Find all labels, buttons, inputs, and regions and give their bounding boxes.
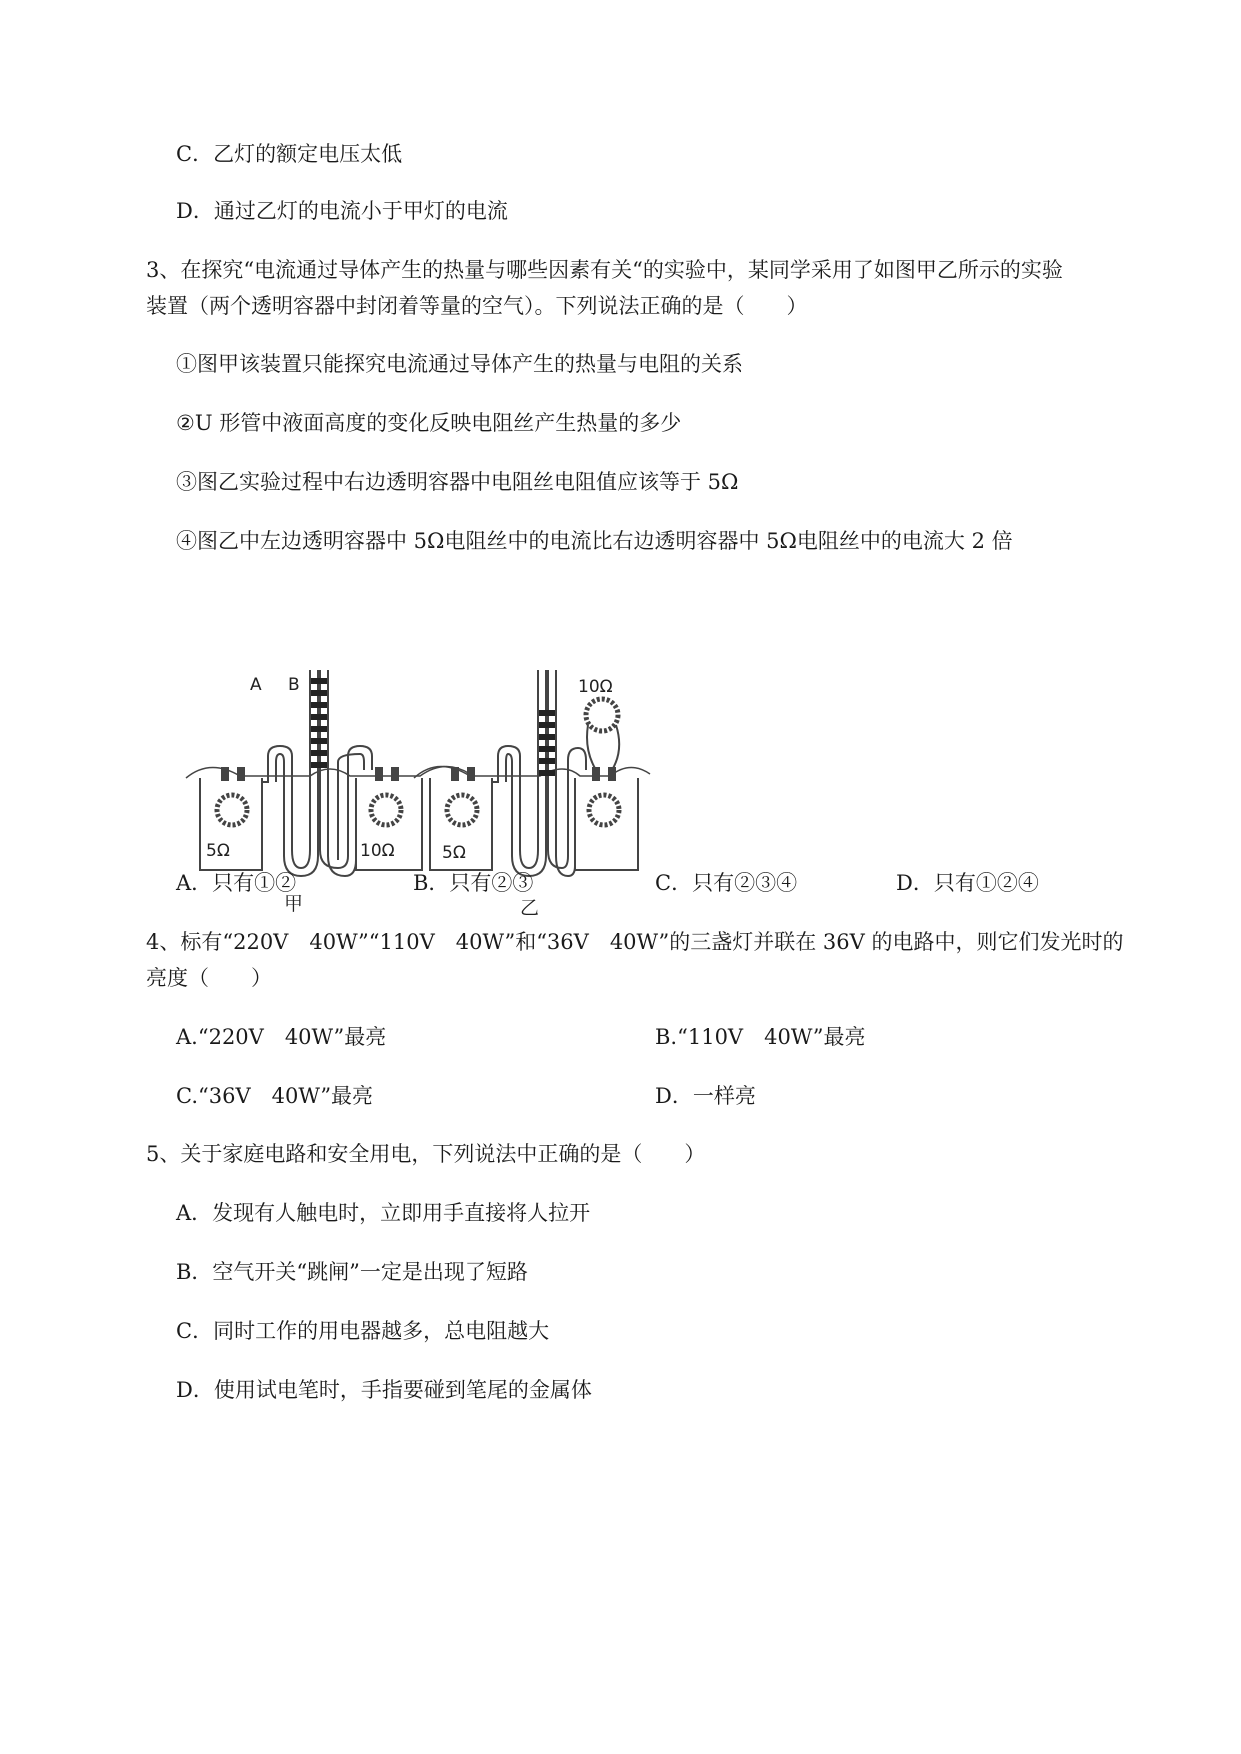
q3-statement-4: ④图乙中左边透明容器中 5Ω电阻丝中的电流比右边透明容器中 5Ω电阻丝中的电流大 2 倍 <box>176 529 1013 553</box>
q2-option-c: C．乙灯的额定电压太低 <box>176 142 403 166</box>
q4-stem-line1: 4、标有“220V 40W”“110V 40W”和“36V 40W”的三盏灯并联在 36V 的电路中，则它们发光时的 <box>146 930 1124 954</box>
q3-stem-line1: 3、在探究“电流通过导体产生的热量与哪些因素有关“的实验中，某同学采用了如图甲乙所示的实验 <box>146 258 1063 282</box>
q3-statement-2: ②U 形管中液面高度的变化反映电阻丝产生热量的多少 <box>176 411 682 435</box>
q3-option-d: D．只有①②④ <box>896 871 1039 895</box>
q4-option-d: D．一样亮 <box>655 1084 756 1108</box>
fig-jia-right-resistor: 10Ω <box>360 841 395 861</box>
q3-option-a: A．只有①② <box>176 871 297 895</box>
q5-option-a: A．发现有人触电时，立即用手直接将人拉开 <box>176 1201 591 1225</box>
q3-stem-line2: 装置（两个透明容器中封闭着等量的空气）。下列说法正确的是（ ） <box>146 294 808 318</box>
q5-option-b: B．空气开关“跳闸”一定是出现了短路 <box>176 1260 528 1284</box>
fig-jia-label-a: A <box>250 675 262 695</box>
q3-statement-3: ③图乙实验过程中右边透明容器中电阻丝电阻值应该等于 5Ω <box>176 470 739 494</box>
q3-option-c: C．只有②③④ <box>655 871 798 895</box>
q5-stem: 5、关于家庭电路和安全用电，下列说法中正确的是（ ） <box>146 1142 706 1166</box>
q3-statement-1: ①图甲该装置只能探究电流通过导体产生的热量与电阻的关系 <box>176 352 743 376</box>
fig-yi-top-resistor: 10Ω <box>578 677 613 697</box>
q4-option-c: C.“36V 40W”最亮 <box>176 1084 374 1108</box>
q4-option-a: A.“220V 40W”最亮 <box>176 1025 387 1049</box>
fig-jia-label-b: B <box>288 675 300 695</box>
fig-jia-left-resistor: 5Ω <box>206 841 230 861</box>
q2-option-d: D．通过乙灯的电流小于甲灯的电流 <box>176 199 508 223</box>
q5-option-c: C．同时工作的用电器越多，总电阻越大 <box>176 1319 550 1343</box>
q5-option-d: D．使用试电笔时，手指要碰到笔尾的金属体 <box>176 1378 592 1402</box>
fig-yi-left-resistor: 5Ω <box>442 843 466 863</box>
fig-jia-caption: 甲 <box>284 893 304 915</box>
fig-yi-caption: 乙 <box>520 897 540 919</box>
q3-option-b: B．只有②③ <box>413 871 534 895</box>
q4-option-b: B.“110V 40W”最亮 <box>655 1025 866 1049</box>
q4-stem-line2: 亮度（ ） <box>146 966 272 990</box>
